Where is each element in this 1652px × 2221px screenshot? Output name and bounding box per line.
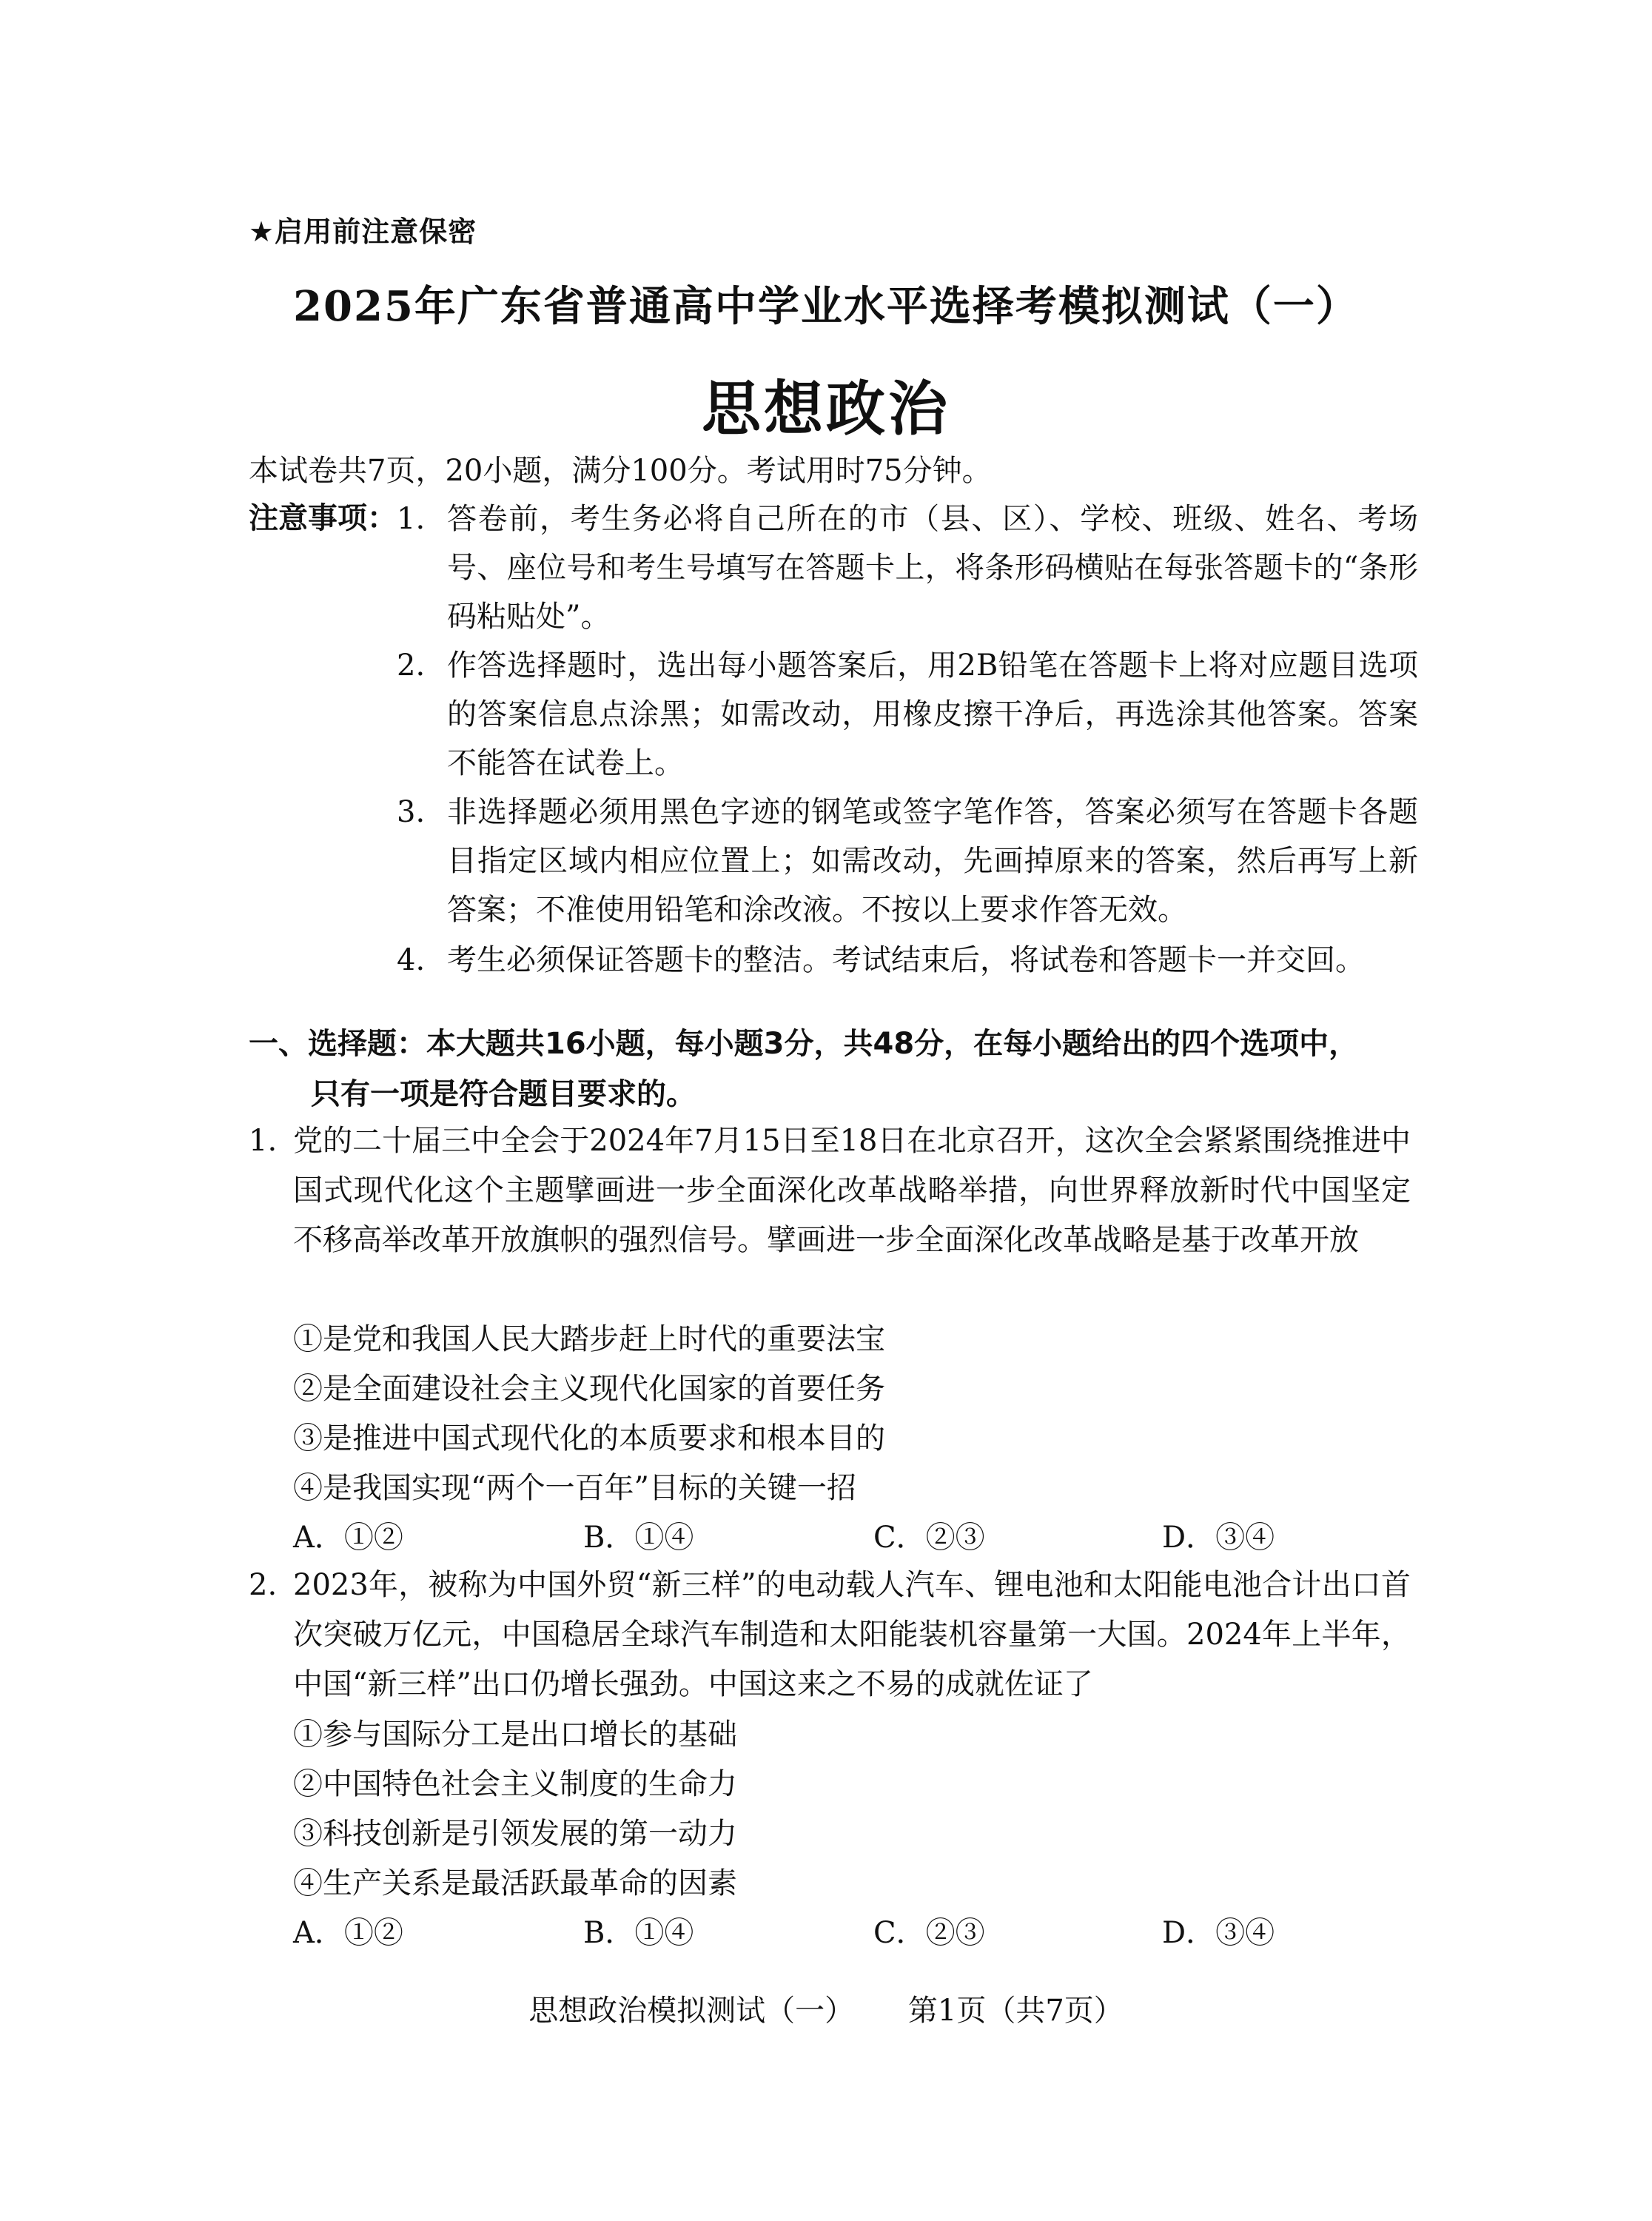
note-number: 4. [397,943,426,977]
choice-a: A．①② [293,1916,403,1950]
question-number: 2. [249,1568,278,1602]
question-stem: 党的二十届三中全会于2024年7月15日至18日在北京召开，这次全会紧紧围绕推进中国式现代化这个主题擘画进一步全面深化改革战略举措，向世界释放新时代中国坚定不移高举改革开放旗帜的强烈信号。擘画进一步全面深化改革战略是基于改革开放 [293,1124,1411,1257]
statement-1: ①参与国际分工是出口增长的基础 [293,1718,737,1752]
choice-b: B．①④ [583,1916,694,1950]
statement-3: ③是推进中国式现代化的本质要求和根本目的 [293,1421,885,1455]
note-text: 作答选择题时，选出每小题答案后，用2B铅笔在答题卡上将对应题目选项的答案信息点涂黑；如需改动，用橡皮擦干净后，再选涂其他答案。答案不能答在试卷上。 [447,649,1418,780]
footer-page-number: 第1页（共7页） [907,1994,1124,2028]
choice-c: C．②③ [873,1916,985,1950]
question-stem: 2023年，被称为中国外贸“新三样”的电动载人汽车、锂电池和太阳能电池合计出口首次突破万亿元，中国稳居全球汽车制造和太阳能装机容量第一大国。2024年上半年，中国“新三样”出口仍增长强劲。中国这来之不易的成就佐证了 [293,1568,1411,1701]
confidential-notice: ★启用前注意保密 [249,215,477,248]
statement-2: ②中国特色社会主义制度的生命力 [293,1767,737,1801]
notes-label: 注意事项： [249,501,397,535]
choice-b: B．①④ [583,1521,694,1555]
subject-title: 思想政治 [702,375,950,443]
choice-d: D．③④ [1162,1916,1275,1950]
statement-1: ①是党和我国人民大踏步赶上时代的重要法宝 [293,1322,885,1356]
note-number: 3. [397,795,426,829]
choice-d: D．③④ [1162,1521,1275,1555]
note-text: 考生必须保证答题卡的整洁。考试结束后，将试卷和答题卡一并交回。 [447,943,1365,977]
choice-a: A．①② [293,1521,403,1555]
exam-title: 2025年广东省普通高中学业水平选择考模拟测试（一） [293,282,1359,331]
footer-exam-name: 思想政治模拟测试（一） [528,1994,855,2028]
section-heading-line1: 一、选择题：本大题共16小题，每小题3分，共48分，在每小题给出的四个选项中， [249,1027,1359,1061]
page-footer [0,1987,1652,2029]
statement-4: ④是我国实现“两个一百年”目标的关键一招 [293,1471,856,1505]
note-text: 答卷前，考生务必将自己所在的市（县、区）、学校、班级、姓名、考场号、座位号和考生号填写在答题卡上，将条形码横贴在每张答题卡的“条形码粘贴处”。 [447,502,1418,634]
question-2 [249,1561,1411,1960]
exam-intro: 本试卷共7页，20小题，满分100分。考试用时75分钟。 [249,454,992,488]
note-number: 2. [397,649,426,683]
choice-c: C．②③ [873,1521,985,1555]
question-number: 1. [249,1124,278,1158]
section-heading [249,1019,1411,1119]
question-1 [249,1116,1411,1555]
statement-3: ③科技创新是引领发展的第一动力 [293,1817,737,1851]
note-text: 非选择题必须用黑色字迹的钢笔或签字笔作答，答案必须写在答题卡各题目指定区域内相应位置上；如需改动，先画掉原来的答案，然后再写上新答案；不准使用铅笔和涂改液。不按以上要求作答无效。 [447,795,1418,927]
note-number: 1. [397,502,426,536]
statement-4: ④生产关系是最活跃最革命的因素 [293,1866,737,1900]
section-heading-line2: 只有一项是符合题目要求的。 [311,1077,696,1111]
statement-2: ②是全面建设社会主义现代化国家的首要任务 [293,1372,885,1406]
